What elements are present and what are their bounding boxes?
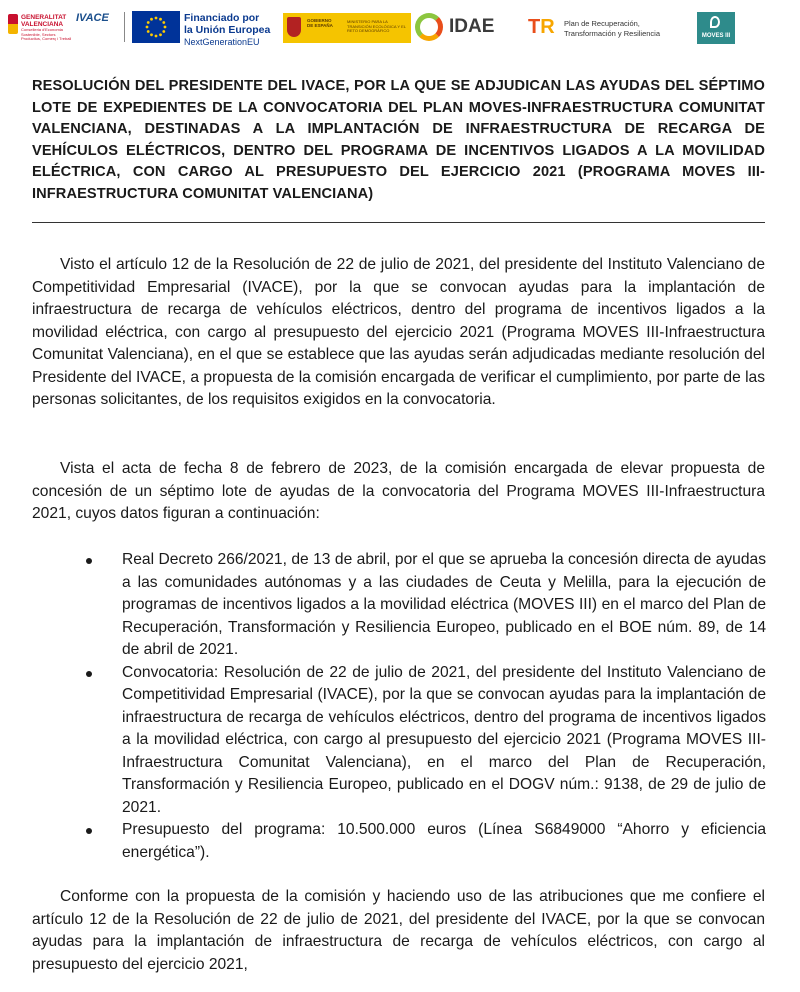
ivace-name: IVACE [76, 12, 109, 24]
recovery-plan-line-2: Transformación y Resiliencia [564, 28, 661, 38]
paragraph-conforme: Conforme con la propuesta de la comisión y haciendo uso de las atribuciones que me confiere el artículo 12 de la Resolución de 22 de julio de 2021, del presidente del IVACE, por la que se convocan ayudas para la implantación de infraestructura de recarga de vehículos eléctricos, con cargo al presupuesto del ejercicio 2021, [32, 888, 765, 973]
moves-name: MOVES III [701, 33, 731, 39]
eu-flag-icon [132, 11, 180, 43]
gobierno-name: GOBIERNO DE ESPAÑA [307, 18, 333, 28]
ivace-logo [76, 12, 116, 38]
generalitat-name: GENERALITAT VALENCIANA [21, 14, 67, 28]
list-item [86, 819, 766, 864]
recovery-plan-text [564, 19, 660, 38]
generalitat-valenciana-logo [8, 12, 72, 41]
logo-divider [124, 12, 125, 42]
paragraph-vista: Vista el acta de fecha 8 de febrero de 2023, de la comisión encargada de elevar propuesta de concesión de un séptimo lote de ayudas de la convocatoria del Programa MOVES III-Infraestructura 2021, cuyos datos figuran a continuación: [32, 460, 765, 522]
eu-line-3: NextGenerationEU [184, 37, 260, 47]
list-item-text: Real Decreto 266/2021, de 13 de abril, por el que se aprueba la concesión directa de ayudas a las comunidades autónomas y a las ciudades de Ceuta y Melilla, para la ejecución de programas de incentivos ligados a la movilidad eléctrica (MOVES III) en el marco del Plan de Recuperación, Transformación y Resiliencia Europeo, publicado en el BOE núm. 89, de 14 de abril de 2021. [122, 551, 766, 658]
tr-mark-icon: TR [528, 16, 555, 38]
generalitat-subtitle: Conselleria d'Economia Sostenible, Sectors Productius, Comerç i Treball [21, 27, 72, 41]
logo-header [0, 0, 800, 56]
list-item [86, 549, 766, 662]
gobierno-espana-logo [283, 13, 411, 43]
bullet-icon [86, 558, 92, 564]
bullet-icon [86, 828, 92, 834]
moves-logo [697, 12, 735, 44]
eu-funding-text [184, 12, 270, 48]
eu-line-1: Financiado por [184, 12, 260, 24]
title-underline [32, 222, 765, 223]
bullet-list [86, 549, 766, 864]
moves-leaf-icon [710, 16, 720, 28]
recovery-plan-logo [528, 14, 698, 42]
generalitat-mark-icon [8, 14, 18, 34]
paragraph-visto: Visto el artículo 12 de la Resolución de 22 de julio de 2021, del presidente del Instituto Valenciano de Competitividad Empresarial (IVACE), por la que se convocan ayudas para la implantación de infraestructura de recarga de vehículos eléctricos, dentro del programa de incentivos ligados a la movilidad eléctrica, con cargo al presupuesto del ejercicio 2021 (Programa MOVES III-Infraestructura Comunitat Valenciana), en el que se establece que las ayudas serán adjudicadas mediante resolución del Presidente del IVACE, a propuesta de la comisión encargada de verificar el cumplimiento, por parte de las personas solicitantes, de los requisitos exigidos en la convocatoria. [32, 256, 766, 408]
spain-shield-icon [287, 17, 301, 37]
recovery-plan-line-1: Plan de Recuperación, [564, 19, 640, 28]
list-item-text: Presupuesto del programa: 10.500.000 euros (Línea S6849000 “Ahorro y eficiencia energética”). [122, 821, 766, 861]
eu-line-2: la Unión Europea [184, 24, 271, 36]
list-item [86, 662, 766, 820]
list-item-text: Convocatoria: Resolución de 22 de julio de 2021, del presidente del Instituto Valenciano de Competitividad Empresarial (IVACE), por la que se convocan ayudas para la implantación de infraestructura de recarga de vehículos eléctricos, dentro del programa de incentivos ligados a la movilidad eléctrica, con cargo al presupuesto del ejercicio 2021 (Programa MOVES III-Infraestructura Comunitat Valenciana), en el marco del Plan de Recuperación, Transformación y Resiliencia Europeo, publicado en el DOGV núm.: 9138, de 29 de julio de 2021. [122, 663, 766, 816]
bullet-icon [86, 671, 92, 677]
idae-name: IDAE [449, 16, 495, 37]
idae-ring-icon [415, 13, 443, 41]
ministerio-name: MINISTERIO PARA LA TRANSICIÓN ECOLÓGICA Y EL RETO DEMOGRÁFICO [347, 19, 406, 33]
document-title: RESOLUCIÓN DEL PRESIDENTE DEL IVACE, POR LA QUE SE ADJUDICAN LAS AYUDAS DEL SÉPTIMO LOTE DE EXPEDIENTES DE LA CONVOCATORIA DEL PLAN MOVES-INFRAESTRUCTURA COMUNITAT VALENCIANA, DESTINADAS A LA IMPLANTACIÓN DE INFRAESTRUCTURA DE RECARGA DE VEHÍCULOS ELÉCTRICOS, DENTRO DEL PROGRAMA DE INCENTIVOS LIGADOS A LA MOVILIDAD ELÉCTRICA, CON CARGO AL PRESUPUESTO DEL EJERCICIO 2021 (PROGRAMA MOVES III-INFRAESTRUCTURA COMUNITAT VALENCIANA) [32, 78, 765, 202]
idae-logo [415, 13, 515, 43]
